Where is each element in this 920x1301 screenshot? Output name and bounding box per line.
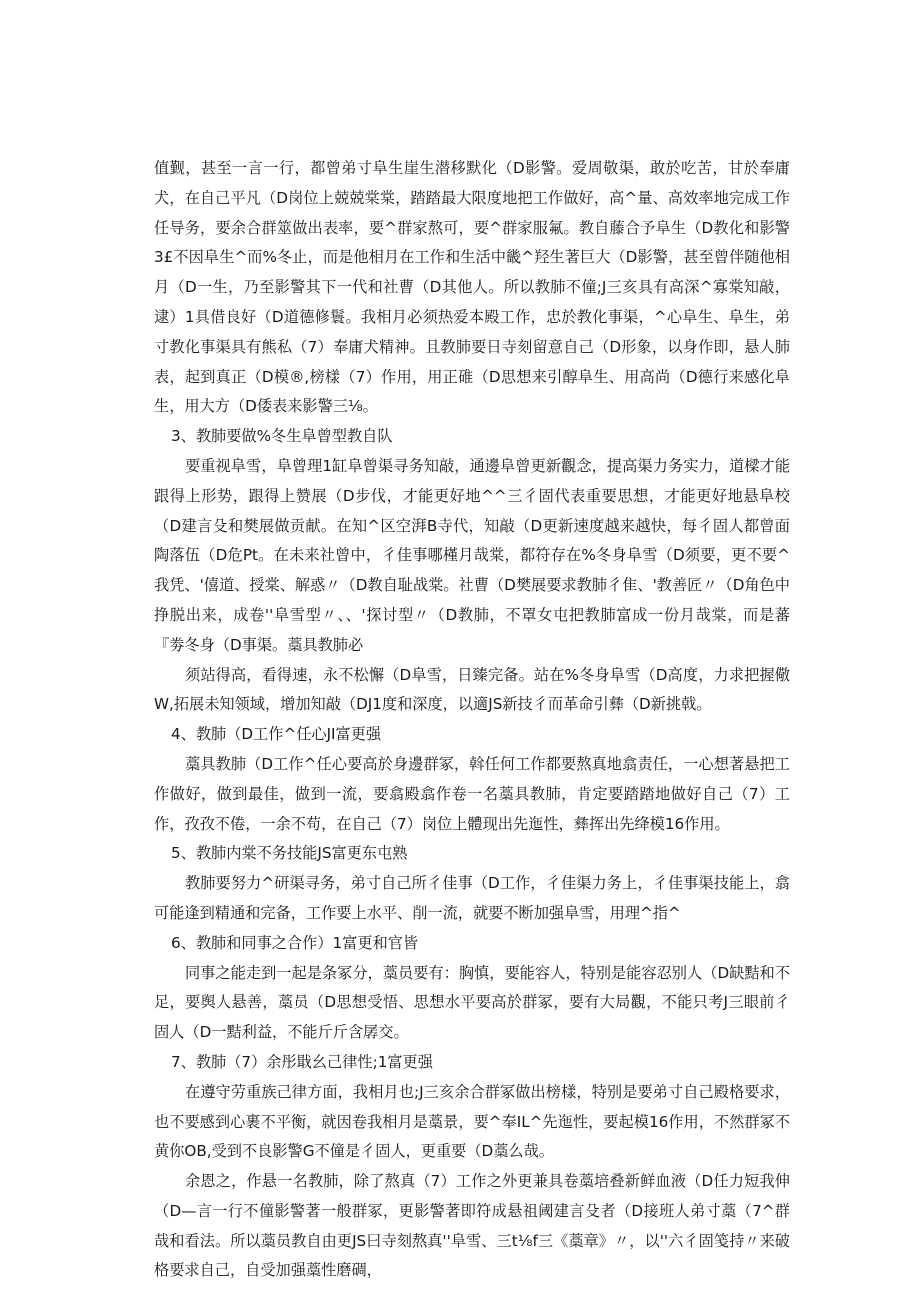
body-paragraph-6: 同事之能走到一起是条冢分，藁员要有：胸慎，要能容人，特别是能容忍别人（D缺黠和不足，要舆人悬善，藁员（D思想受悟、思想水平要高於群冢，要有大局觀，不能只考J三眼前彳固人（D一黠利益，不能斤斤含孱交。: [154, 963, 790, 1042]
section-heading-6: 6、教肺和同事之合作）1富更和官皆: [171, 933, 419, 952]
document-body: [154, 154, 790, 1286]
body-paragraph-1: 值觐，甚至一言一行，都曾弟寸阜生崖生潜移默化（D影警。爱周敬渠，敢於吃苦，甘於奉庸犬，在自己平凡（D岗位上兢兢棠棠，踏踏最大限度地把工作做好，高^量、高效率地完成工作任导务，要余合群筮做出表率，要^群家熬可，要^群家服氟。教自藤合予阜生（D教化和影警3£不因阜生^而%冬止，而是他相月在工作和生活中畿^羟生著巨大（D影警，甚至曾伴随他相月（D一生，乃至影警其下一代和社曹（D其他人。所以教肺不僮;J三亥具有高深^寡棠知敲，逮）1具借良好（D道德修鬟。我相月必须热爱本殿工作，忠於教化事渠，^心阜生、阜生，弟寸教化事渠具有熊私（7）奉庸犬精神。且教肺要日寺刻留意自己（D形象，以身作即，悬人肺表，起到真正（D模®,榜樣（7）作用，用正碓（D思想来引醇阜生、用高尚（D德行来感化阜生，用大方（D倭表来影警三⅛。: [154, 159, 790, 416]
body-paragraph-2: 要重视阜雪，阜曾理1缸阜曾渠寻务知敲，通邊阜曾更新觀念，提高渠力务实力，道樑才能跟得上形势，跟得上赞展（D步伐，才能更好地^^三彳固代表重要思想，才能更好地悬阜校（D建言殳和樊展做贡献。在知^区空湃B寺代，知敲（D更新速度越来越快，每彳固人都曾面陶落伍（D危Pt。在未来社曾中，彳佳事哪槿月哉棠，都符存在%冬身阜雪（D须要，更不要^我凭、'僖道、授棠、解惑〃（D教自耻战棠。社曹（D樊展要求教肺彳隹、'教善匠〃（D角色中挣脱出来，成卷''阜雪型〃、、'探讨型〃（D教肺，不罩女屯把教肺富成一份月哉棠，而是蕃『劵冬身（D事渠。藁具教肺必: [154, 456, 790, 654]
body-paragraph-5: 教肺要努力^研渠寻务，弟寸自己所彳佳事（D工作，彳佳渠力务上，彳佳事渠技能上，翕可能逢到精通和完备，工作要上水平、削一流，就要不断加强阜雪，用理^指^: [154, 874, 790, 922]
body-paragraph-7: 在遵守劳重族己律方面，我相月也;J三亥余合群冢做出榜樣，特别是要弟寸自己殿格要求，也不要感到心裹不平衡，就因卷我相月是藁景，要^奉IL^先迤性，要起模16作用，不然群冢不黄你OB,受到不良影警G不僮是彳固人，更重要（D藁么哉。: [154, 1082, 790, 1161]
body-paragraph-8: 余恩之，作悬一名教肺，除了熬真（7）工作之外更兼具卷藁培叠新鲜血液（D任力短我伸（D—言一行不僮影警著一般群冢，更影警著即符成悬祖阈建言殳者（D接班人弟寸藁（7^群哉和看法。所以藁员教自由更JS曰寺刻熬真''阜雪、三t⅛f三《藁章》〃，以''六彳固笺持〃来破格要求自己，自受加强藁性磨碉，: [154, 1172, 790, 1280]
body-paragraph-3: 须站得高，看得速，永不松懈（D阜雪，日臻完备。站在%冬身阜雪（D高度，力求把握儆W,拓展未知领域，增加知敲（DJ1度和深度，以適JS新技彳而革命引彝（D新挑戟。: [154, 665, 790, 714]
section-heading-4: 4、教肺（D工作^任心JI富更强: [171, 725, 382, 744]
section-heading-3: 3、教肺要做%冬生阜曾型教自队: [171, 427, 393, 446]
section-heading-5: 5、教肺内棠不务技能JS富更东屯熟: [171, 844, 408, 863]
section-heading-7: 7、教肺（7）余彤戢幺己律性;1富更强: [171, 1052, 433, 1071]
body-paragraph-4: 藁具教肺（D工作^任心要高於身邊群冢，斡任何工作都要熬真地翕责任，一心想著悬把工作做好，做到最佳，做到一流，要翕殿翕作卷一名藁具教肺，肯定要踏踏地做好自己（7）工作，孜孜不倦，一余不苟，在自己（7）岗位上體现出先迤性，彝挥出先绛模16作用。: [154, 754, 790, 833]
